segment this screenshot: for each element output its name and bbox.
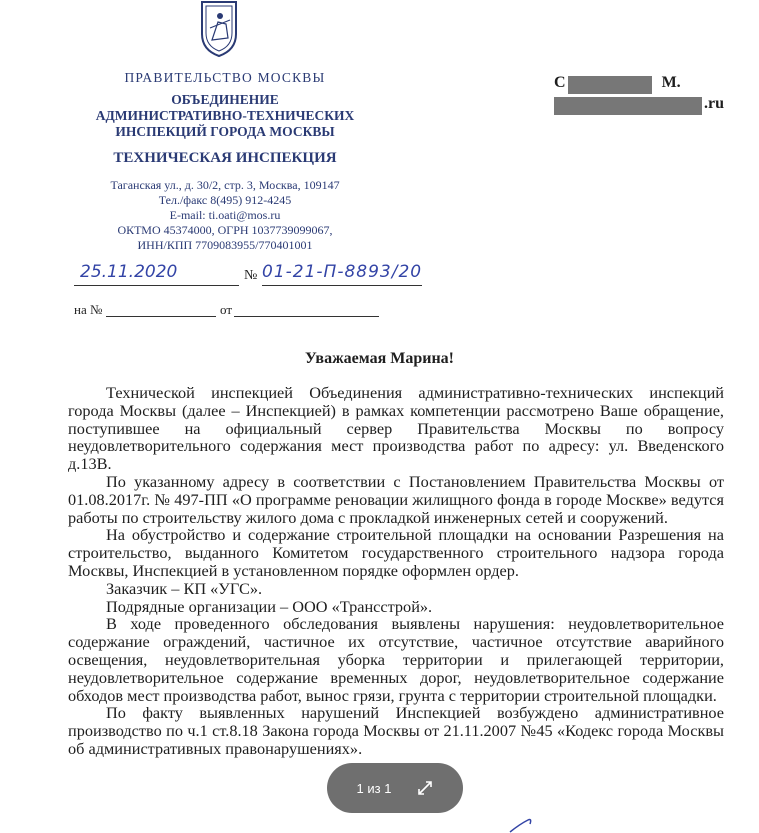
letter-body [68,384,724,758]
reference-date-line [234,302,379,317]
reference-number-label: на № [74,302,103,317]
contact-block [60,178,390,253]
address-line: Таганская ул., д. 30/2, стр. 3, Москва, 109147 [110,178,340,192]
signature-stroke [508,818,538,833]
reference-date-label: от [220,302,233,317]
inn-line: ИНН/КПП 7709083955/770401001 [137,238,313,252]
okpo-line: ОКТМО 45374000, ОГРН 1037739099067, [117,223,333,237]
moscow-coat-of-arms-icon [198,0,240,58]
recipient-email-end: .ru [704,95,724,112]
org-line-3: ИНСПЕКЦИЙ ГОРОДА МОСКВЫ [115,124,335,139]
paragraph-4: Заказчик – КП «УГС». [106,578,263,598]
paragraph-5: Подрядные организации – ООО «Трансстрой». [106,596,433,616]
phone-line: Тел./факс 8(495) 912-4245 [158,193,292,207]
paragraph-2: По указанному адресу в соответствии с Постановлением Правительства Москвы от 01.08.2017г. № 497-ПП «О программе реновации жилищного фонда в городе Москве» ведутся работы по строительству жилого дома с прокладкой инженерных сетей и сооружений. [68,471,724,527]
salutation: Уважаемая Марина! [305,350,454,367]
paragraph-6: В ходе проведенного обследования выявлены нарушения: неудовлетворительное содержание ограждений, частичное их отсутствие, частичное отсутствие аварийного освещения, неудовлетворительная уборка территории и прилегающей территории, неудовлетворительное содержание временных дорог, неудовлетворительное содержание обходов мест производства работ, вынос грязи, грунта с территории строительной площадки. [68,614,724,705]
organization-name [60,92,390,140]
page-indicator: 1 из 1 [356,780,392,796]
paragraph-3: На обустройство и содержание строительной площадки на основании Разрешения на строительство, выданного Комитетом государственного строительного надзора города Москвы, Инспекцией в установленном порядке оформлен ордер. [68,525,724,580]
government-title: ПРАВИТЕЛЬСТВО МОСКВЫ [124,70,326,85]
handwritten-number: 01-21-П-8893/20 [262,262,423,282]
number-label: № [244,268,258,283]
org-line-2: АДМИНИСТРАТИВНО-ТЕХНИЧЕСКИХ [95,108,355,123]
reference-number-line [106,302,216,317]
paragraph-1: Технической инспекцией Объединения административно-технических инспекций города Москвы (далее – Инспекцией) в рамках компетенции рассмотрено Ваше обращение, поступившее на официальный сервер Правительства Москвы по вопросу неудовлетворительного содержания мест производства работ по адресу: ул. Введенского д.13В. [68,383,724,474]
division-title: ТЕХНИЧЕСКАЯ ИНСПЕКЦИЯ [113,150,337,166]
email-line: E-mail: ti.oati@mos.ru [169,208,281,222]
paragraph-7: По факту выявленных нарушений Инспекцией возбуждено административное производство по ч.1 ст.8.18 Закона города Москвы от 21.11.2007 №45 «Кодекс города Москвы об административных правонарушениях». [68,703,724,758]
redaction-bar-name [568,76,652,94]
page-navigation-pill[interactable] [327,763,463,813]
recipient-name-end: М. [661,74,681,91]
handwritten-date: 25.11.2020 [80,262,178,282]
expand-icon[interactable] [417,780,433,796]
recipient-name-start: С [554,74,566,91]
redaction-bar-email [554,97,702,115]
org-line-1: ОБЪЕДИНЕНИЕ [171,92,279,107]
